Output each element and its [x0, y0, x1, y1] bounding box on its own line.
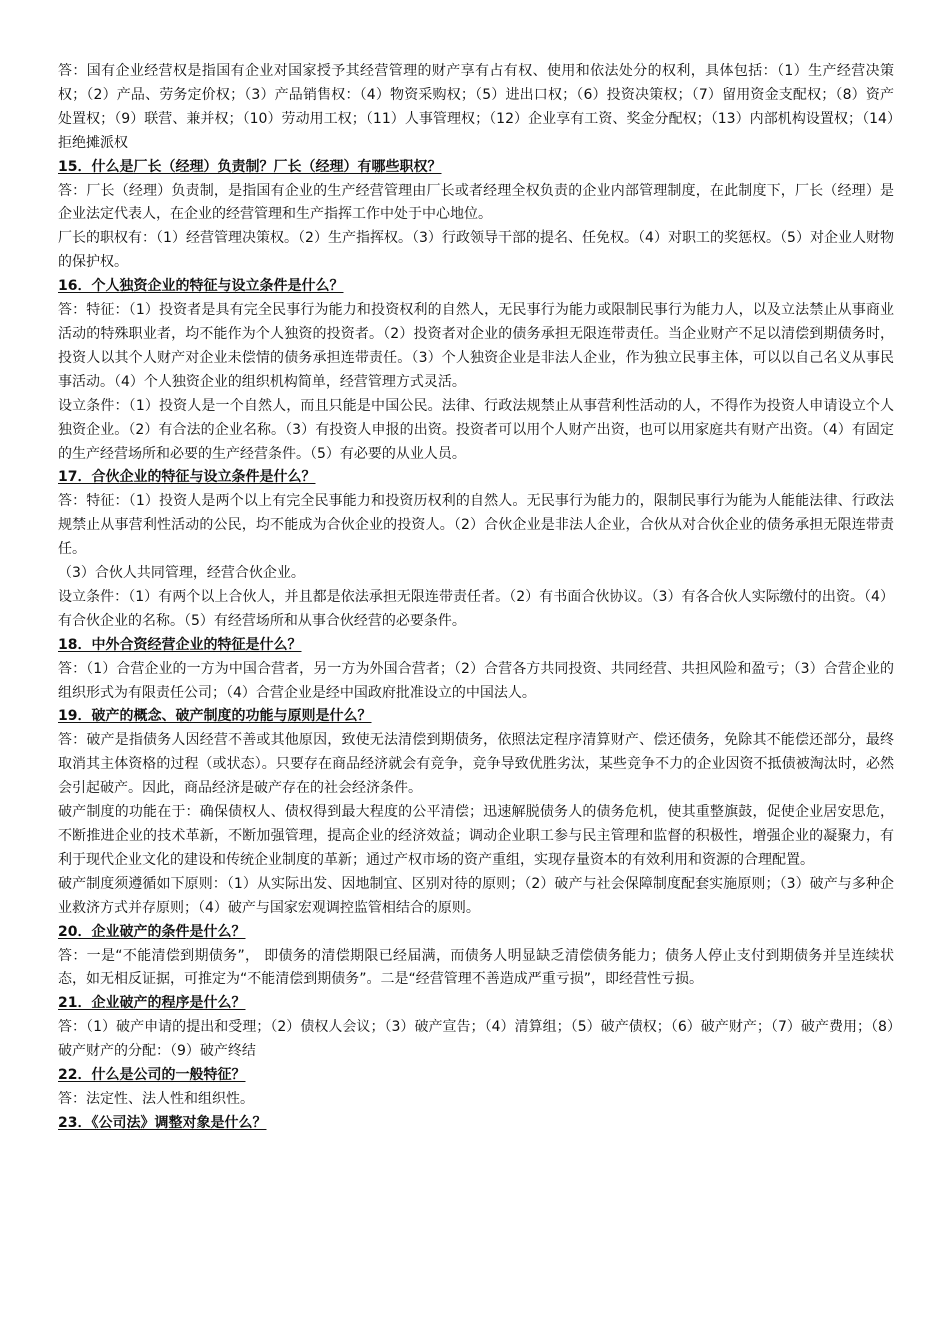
- question-heading: [58, 275, 894, 299]
- question-16-title: 16．个人独资企业的特征与设立条件是什么？: [58, 278, 344, 295]
- answer-paragraph: 设立条件：（1）投资人是一个自然人，而且只能是中国公民。法律、行政法规禁止从事营利性活动的人，不得作为投资人申请设立个人独资企业。（2）有合法的企业名称。（3）有投资人申报的出资。投资者可以用个人财产出资，也可以用家庭共有财产出资。（4）有固定的生产经营场所和必要的生产经营条件。（5）有必要的从业人员。: [58, 397, 894, 462]
- answer-paragraph: 答：特征：（1）投资者是具有完全民事行为能力和投资权利的自然人，无民事行为能力或限制民事行为能力人，以及立法禁止从事商业活动的特殊职业者，均不能作为个人独资的投资者。（2）投资者对企业的债务承担无限连带责任。当企业财产不足以清偿到期债务时，投资人以其个人财产对企业未偿情的债务承担连带责任。（3）个人独资企业是非法人企业，作为独立民事主体，可以以自己名义从事民事活动。（4）个人独资企业的组织机构简单，经营管理方式灵活。: [58, 302, 894, 390]
- question-heading: [58, 1112, 894, 1136]
- answer-paragraph: 答：（1）破产申请的提出和受理；（2）债权人会议；（3）破产宣告；（4）清算组；（5）破产债权；（6）破产财产；（7）破产费用；（8）破产财产的分配：（9）破产终结: [58, 1019, 894, 1060]
- answer-paragraph: 设立条件：（1）有两个以上合伙人，并且都是依法承担无限连带责任者。（2）有书面合伙协议。（3）有各合伙人实际缴付的出资。（4）有合伙企业的名称。（5）有经营场所和从事合伙经营的必要条件。: [58, 588, 894, 629]
- question-23-title: 23．《公司法》调整对象是什么？: [58, 1114, 267, 1131]
- answer-paragraph: 答：法定性、法人性和组织性。: [58, 1090, 254, 1107]
- answer-paragraph: 答：（1）合营企业的一方为中国合营者，另一方为外国合营者；（2）合营各方共同投资、共同经营、共担风险和盈亏；（3）合营企业的组织形式为有限责任公司；（4）合营企业是经中国政府批准设立的中国法人。: [58, 660, 894, 701]
- answer-paragraph: 答：国有企业经营权是指国有企业对国家授予其经营管理的财产享有占有权、使用和依法处分的权利，具体包括：（1）生产经营决策权；（2）产品、劳务定价权；（3）产品销售权：（4）物资采购权；（5）进出口权；（6）投资决策权；（7）留用资金支配权；（8）资产处置权；（9）联营、兼并权；（10）劳动用工权；（11）人事管理权；（12）企业享有工资、奖金分配权；（13）内部机构设置权；（14）拒绝摊派权: [58, 63, 894, 151]
- answer-paragraph: （3）合伙人共同管理，经营合伙企业。: [58, 565, 305, 582]
- answer-paragraph: 答：破产是指债务人因经营不善或其他原因，致使无法清偿到期债务，依照法定程序清算财产、偿还债务，免除其不能偿还部分，最终取消其主体资格的过程（或状态）。只要存在商品经济就会有竞争，竞争导致优胜劣汰，某些竞争不力的企业因资不抵债被淘汰时，必然会引起破产。因此，商品经济是破产存在的社会经济条件。: [58, 732, 894, 797]
- answer-paragraph: 答：特征：（1）投资人是两个以上有完全民事能力和投资历权利的自然人。无民事行为能力的，限制民事行为能为人能能法律、行政法规禁止从事营利性活动的公民，均不能成为合伙企业的投资人。（2）合伙企业是非法人企业，合伙从对合伙企业的债务承担无限连带责任。: [58, 493, 894, 558]
- question-heading: [58, 466, 894, 490]
- answer-paragraph: 破产制度须遵循如下原则：（1）从实际出发、因地制宜、区别对待的原则；（2）破产与社会保障制度配套实施原则；（3）破产与多种企业救济方式并存原则；（4）破产与国家宏观调控监管相结合的原则。: [58, 875, 894, 916]
- question-heading: [58, 921, 894, 945]
- question-17-title: 17．合伙企业的特征与设立条件是什么？: [58, 469, 316, 486]
- question-20-title: 20．企业破产的条件是什么？: [58, 923, 246, 940]
- question-heading: [58, 156, 894, 180]
- question-heading: [58, 705, 894, 729]
- question-22-title: 22．什么是公司的一般特征？: [58, 1067, 246, 1084]
- question-15-title: 15．什么是厂长（经理）负责制？厂长（经理）有哪些职权？: [58, 158, 442, 175]
- answer-paragraph: 答：厂长（经理）负责制，是指国有企业的生产经营管理由厂长或者经理全权负责的企业内部管理制度，在此制度下，厂长（经理）是企业法定代表人，在企业的经营管理和生产指挥工作中处于中心地位。: [58, 182, 894, 223]
- answer-paragraph: 破产制度的功能在于：确保债权人、债权得到最大程度的公平清偿；迅速解脱债务人的债务危机，使其重整旗鼓，促使企业居安思危，不断推进企业的技术革新，不断加强管理，提高企业的经济效益；调动企业职工参与民主管理和监督的积极性，增强企业的凝聚力，有利于现代企业文化的建设和传统企业制度的革新；通过产权市场的资产重组，实现存量资本的有效利用和资源的合理配置。: [58, 804, 894, 868]
- question-19-title: 19．破产的概念、破产制度的功能与原则是什么？: [58, 708, 372, 725]
- question-heading: [58, 634, 894, 658]
- answer-paragraph: 答：一是“不能清偿到期债务”， 即债务的清偿期限已经届满，而债务人明显缺乏清偿债务能力；债务人停止支付到期债务并呈连续状态，如无相反证据，可推定为“不能清偿到期债务”。二是“经营管理不善造成严重亏损”，即经营性亏损。: [58, 947, 894, 988]
- question-heading: [58, 1064, 894, 1088]
- question-21-title: 21．企业破产的程序是什么？: [58, 995, 246, 1012]
- question-heading: [58, 992, 894, 1016]
- question-18-title: 18．中外合资经营企业的特征是什么？: [58, 636, 302, 653]
- answer-paragraph: 厂长的职权有：（1）经营管理决策权。（2）生产指挥权。（3）行政领导干部的提名、任免权。（4）对职工的奖惩权。（5）对企业人财物的保护权。: [58, 230, 894, 271]
